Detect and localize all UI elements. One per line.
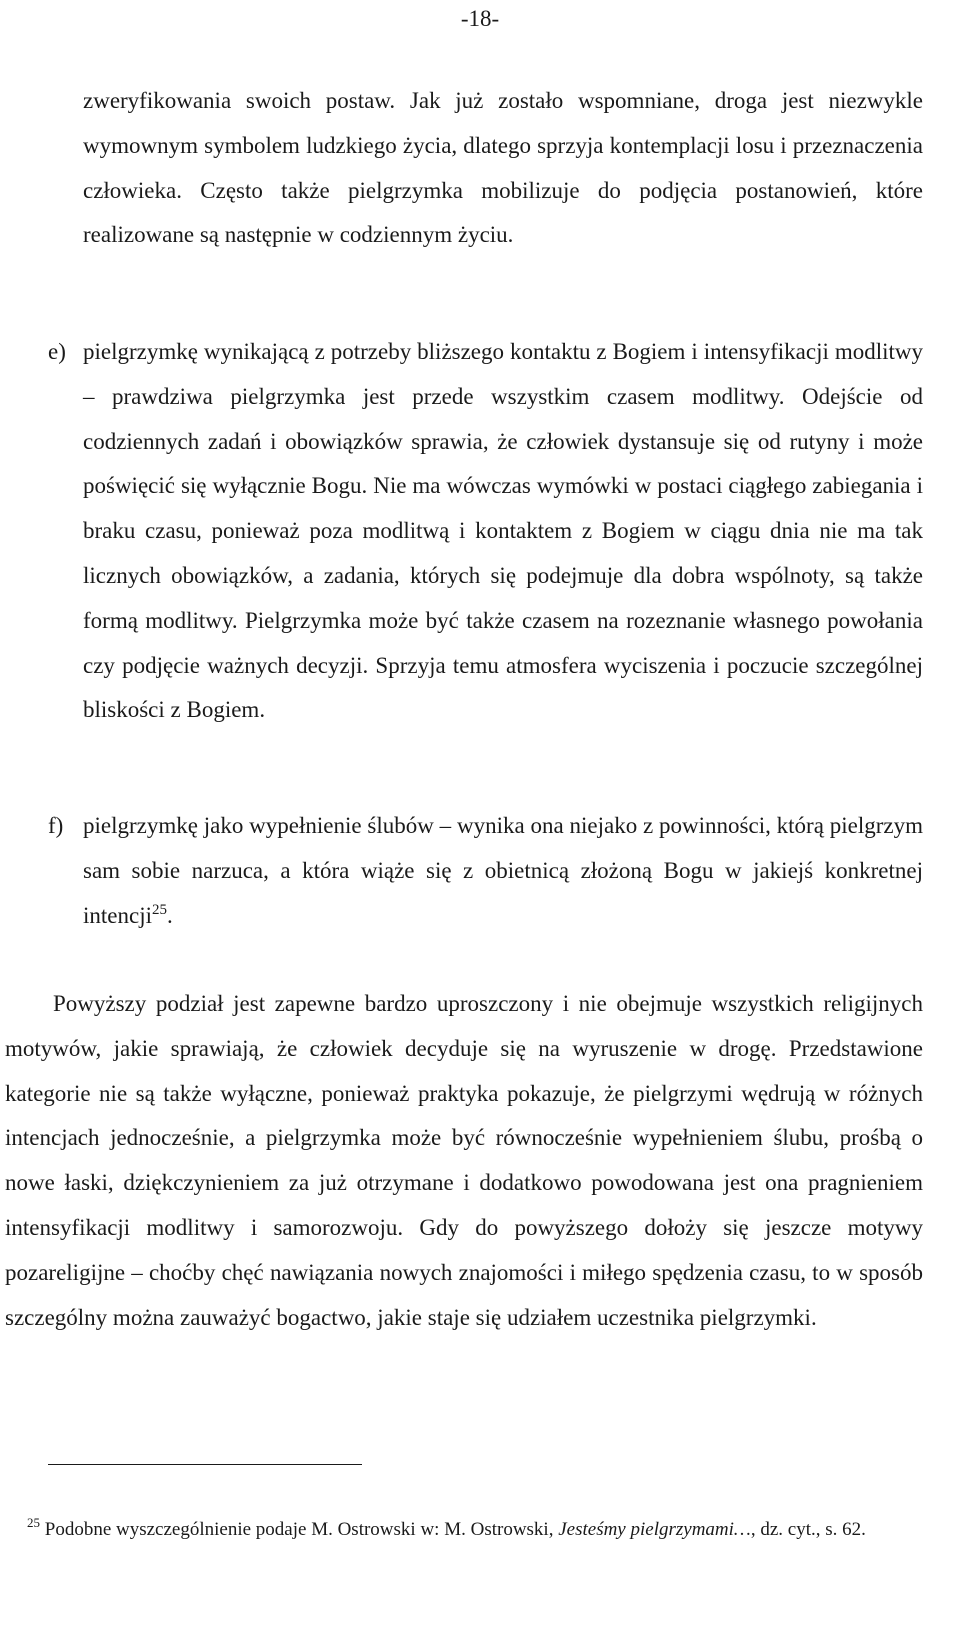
list-marker-f: f) — [48, 813, 64, 838]
footnote-title: Jesteśmy pielgrzymami… — [558, 1519, 751, 1540]
footnote-citation: , dz. cyt., s. 62. — [750, 1519, 866, 1540]
footnote-text: Podobne wyszczególnienie podaje M. Ostrowski w: M. Ostrowski, — [44, 1519, 554, 1540]
list-marker-e: e) — [48, 339, 66, 364]
list-item-e-text: pielgrzymkę wynikającą z potrzeby bliższego kontaktu z Bogiem i intensyfikacji modlitwy – prawdziwa pielgrzymka jest przede wszystkim czasem modlitwy. Odejście od codziennych zadań i obowiązków sprawia, że człowiek dystansuje się od rutyny i może poświęcić się wyłącznie Bogu. Nie ma wówczas wymówki w postaci ciągłego zabiegania i braku czasu, ponieważ poza modlitwą i kontaktem z Bogiem w ciągu dnia nie ma tak licznych obowiązków, a zadania, których się podejmuje dla dobra wspólnoty, są także formą modlitwy. Pielgrzymka może być także czasem na rozeznanie własnego powołania czy podjęcie ważnych decyzji. Sprzyja temu atmosfera wyciszenia i poczucie szczególnej bliskości z Bogiem. — [83, 339, 923, 723]
list-item-f-body: pielgrzymkę jako wypełnienie ślubów – wynika ona niejako z powinności, którą pielgrzym sam sobie narzuca, a która wiąże się z obietnicą złożoną Bogu w jakiejś konkretnej intencji — [83, 813, 923, 928]
footnote-separator — [48, 1464, 362, 1465]
footnote — [5, 1515, 923, 1541]
main-paragraph: Powyższy podział jest zapewne bardzo uproszczony i nie obejmuje wszystkich religijnych motywów, jakie sprawiają, że człowiek decyduje się na wyruszenie w drogę. Przedstawione kategorie nie są także wyłączne, ponieważ praktyka pokazuje, że pielgrzymi wędrują w różnych intencjach jednocześnie, a pielgrzymka może być równocześnie wypełnieniem ślubu, prośbą o nowe łaski, dziękczynieniem za już otrzymane i dodatkowo powodowana jest ona pragnieniem intensyfikacji modlitwy i samorozwoju. Gdy do powyższego dołoży się jeszcze motywy pozareligijne – choćby chęć nawiązania nowych znajomości i miłego spędzenia czasu, to w sposób szczególny można zauważyć bogactwo, jakie staje się udziałem uczestnika pielgrzymki. — [5, 991, 923, 1330]
footnote-reference[interactable]: 25 — [151, 901, 167, 918]
list-item-f — [0, 804, 960, 938]
list-item-e — [0, 330, 960, 733]
continuation-paragraph: zweryfikowania swoich postaw. Jak już zostało wspomniane, droga jest niezwykle wymownym symbolem ludzkiego życia, dlatego sprzyja kontemplacji losu i przeznaczenia człowieka. Często także pielgrzymka mobilizuje do podjęcia postanowień, które realizowane są następnie w codziennym życiu. — [83, 88, 923, 248]
list-item-f-end: . — [166, 902, 173, 928]
footnote-number: 25 — [27, 1515, 40, 1530]
page-number: -18- — [460, 6, 500, 31]
list-item-f-text — [83, 804, 923, 938]
